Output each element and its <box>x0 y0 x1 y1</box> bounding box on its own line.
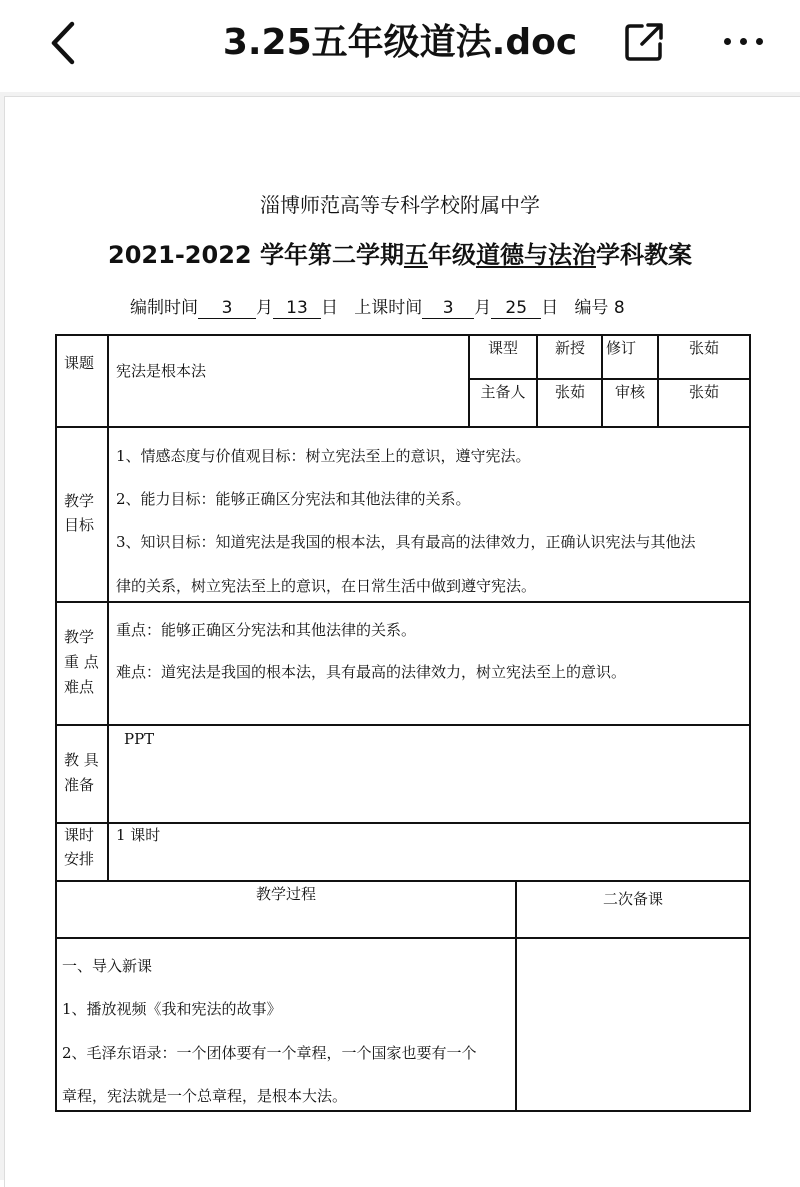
goal-line: 1、情感态度与价值观目标：树立宪法至上的意识，遵守宪法。 <box>116 447 531 465</box>
goal-line: 2、能力目标：能够正确区分宪法和其他法律的关系。 <box>116 490 471 508</box>
compiled-time-label: 编制时间 <box>130 298 198 318</box>
share-icon <box>622 20 666 64</box>
key-label-2: 重 点 <box>64 653 99 671</box>
table-border <box>55 1110 751 1112</box>
revise-value: 张茹 <box>688 339 719 357</box>
goals-label-2: 目标 <box>64 516 95 534</box>
second-prep-header: 二次备课 <box>602 890 663 908</box>
preparer-value: 张茹 <box>554 383 585 401</box>
table-border <box>515 880 517 1111</box>
process-line: 1、播放视频《我和宪法的故事》 <box>62 1000 282 1018</box>
class-time-label: 上课时间 <box>354 298 423 318</box>
title-subject: 道德与法治 <box>475 241 596 269</box>
process-line: 一、导入新课 <box>62 957 153 975</box>
topic-value: 宪法是根本法 <box>116 362 207 380</box>
title-prefix: 2021-2022 学年第二学期 <box>108 241 404 269</box>
table-border <box>749 334 751 1112</box>
goal-line: 律的关系，树立宪法至上的意识，在日常生活中做到遵守宪法。 <box>116 577 537 595</box>
key-point: 重点：能够正确区分宪法和其他法律的关系。 <box>116 621 417 639</box>
day-label-2: 日 <box>541 298 559 318</box>
tools-value: PPT <box>124 730 155 748</box>
month-label-2: 月 <box>474 298 492 318</box>
preparer-label: 主备人 <box>480 383 526 401</box>
compiled-day: 13 <box>273 298 321 319</box>
class-month: 3 <box>422 298 474 319</box>
table-border <box>468 378 751 380</box>
school-name: 淄博师范高等专科学校附属中学 <box>260 193 540 217</box>
key-label-3: 难点 <box>64 678 95 696</box>
tools-label-2: 准备 <box>64 776 95 794</box>
title-mid: 年级 <box>427 241 476 269</box>
time-label-2: 安排 <box>64 850 95 868</box>
table-border <box>55 426 751 428</box>
table-border <box>55 724 751 726</box>
title-grade: 五 <box>403 241 428 269</box>
table-border <box>55 334 751 336</box>
class-day: 25 <box>491 298 541 319</box>
month-label: 月 <box>256 298 273 318</box>
table-border <box>107 334 109 881</box>
revise-label: 修订 <box>606 339 637 357</box>
tools-label-1: 教 具 <box>64 751 99 769</box>
review-label: 审核 <box>614 383 645 401</box>
topic-label: 课题 <box>64 354 95 372</box>
type-label: 课型 <box>487 339 518 357</box>
key-label-1: 教学 <box>64 628 95 646</box>
table-border <box>55 334 57 1112</box>
more-options-button[interactable] <box>718 20 768 64</box>
type-value: 新授 <box>554 339 585 357</box>
time-value: 1 课时 <box>116 826 161 844</box>
process-line: 2、毛泽东语录：一个团体要有一个章程，一个国家也要有一个 <box>62 1044 477 1062</box>
document-title: 3.25五年级道法.doc <box>222 22 578 63</box>
difficult-point: 难点：道宪法是我国的根本法，具有最高的法律效力，树立宪法至上的意识。 <box>116 663 627 681</box>
table-border <box>55 601 751 603</box>
process-header: 教学过程 <box>255 885 316 903</box>
table-border <box>55 880 751 882</box>
goal-line: 3、知识目标：知道宪法是我国的根本法，具有最高的法律效力，正确认识宪法与其他法 <box>116 533 696 551</box>
time-label-1: 课时 <box>64 826 95 844</box>
app-bar <box>0 0 800 92</box>
goals-label-1: 教学 <box>64 492 95 510</box>
day-label: 日 <box>321 298 338 318</box>
process-line: 章程，宪法就是一个总章程，是根本大法。 <box>62 1087 348 1105</box>
number-label: 编号 8 <box>574 298 625 318</box>
compiled-month: 3 <box>198 298 256 319</box>
title-suffix: 学科教案 <box>595 241 692 269</box>
table-border <box>55 937 751 939</box>
date-info-line <box>130 295 625 321</box>
share-button[interactable] <box>622 20 666 64</box>
lesson-plan-title <box>0 238 800 272</box>
review-value: 张茹 <box>688 383 719 401</box>
